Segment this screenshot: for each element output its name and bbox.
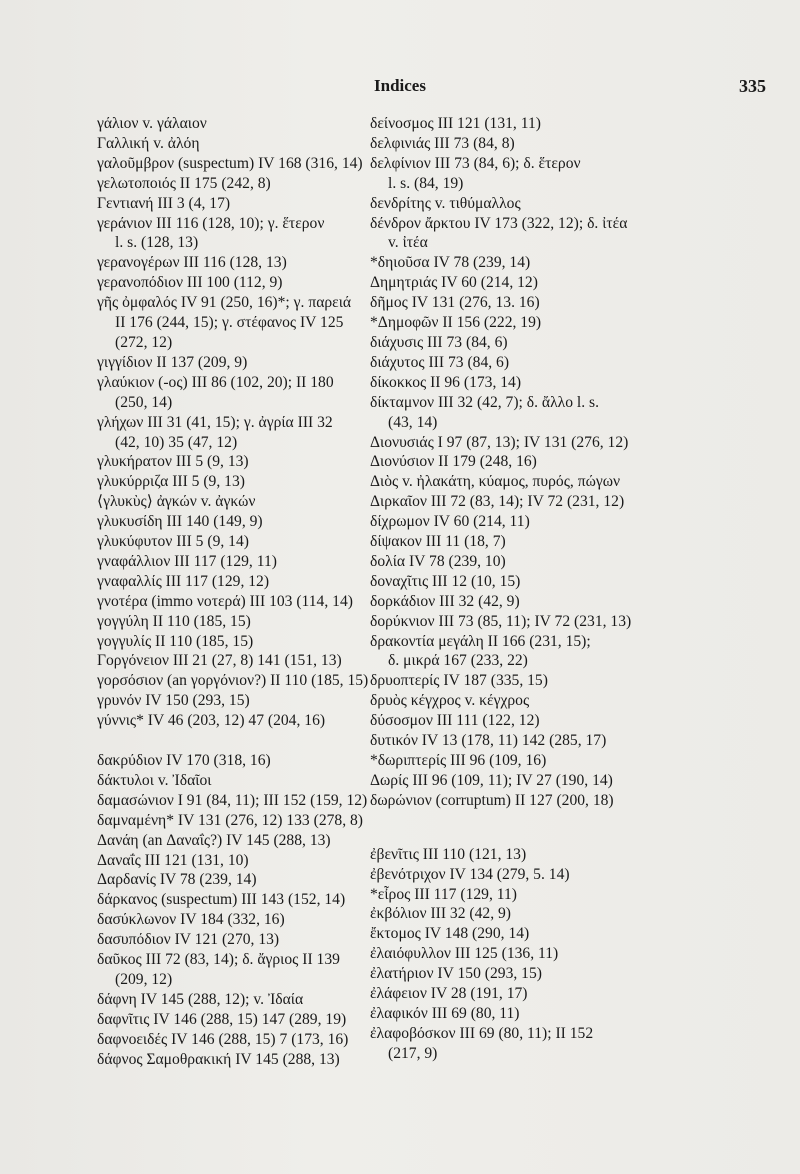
index-entry: Διονυσιάς I 97 (87, 13); IV 131 (276, 12) [370, 433, 629, 451]
index-entry: Γοργόνειον III 21 (27, 8) 141 (151, 13) [97, 652, 342, 670]
index-entry: ἐλαιόφυλλον III 125 (136, 11) [370, 945, 559, 963]
index-entry-continuation: v. ἰτέα [388, 234, 428, 252]
index-entry: δασύκλωνον IV 184 (332, 16) [97, 911, 285, 929]
index-entry: *δωριπτερίς III 96 (109, 16) [370, 752, 547, 769]
index-entry: γναφάλλιον III 117 (129, 11) [97, 552, 277, 570]
index-entry: γύννις* IV 46 (203, 12) 47 (204, 16) [97, 712, 326, 730]
index-entry: ἔκτομος IV 148 (290, 14) [370, 925, 530, 943]
index-entry: δένδρον ἄρκτου IV 173 (322, 12); δ. ἰτέα [370, 214, 628, 232]
index-entry: διάχυτος III 73 (84, 6) [370, 353, 510, 371]
index-entry-continuation: (43, 14) [388, 413, 438, 431]
index-entry: δείνοσμος III 121 (131, 11) [370, 115, 541, 132]
index-entry: ἐβενότριχον IV 134 (279, 5. 14) [370, 865, 570, 883]
index-entry-continuation: l. s. (128, 13) [115, 234, 199, 252]
index-entry-continuation: l. s. (84, 19) [388, 174, 464, 192]
index-entry: γρυνόν IV 150 (293, 15) [97, 692, 250, 710]
index-entry: δαῦκος III 72 (83, 14); δ. ἄγριος II 139 [97, 951, 340, 969]
index-entry: δελφινιάς III 73 (84, 8) [370, 134, 515, 152]
index-entry-continuation: II 176 (244, 15); γ. στέφανος IV 125 [115, 314, 344, 332]
index-entry: ἐβενῖτις III 110 (121, 13) [370, 845, 527, 863]
index-entry: γλυκήρατον III 5 (9, 13) [97, 453, 249, 471]
index-entry: γνοτέρα (immo νοτερά) III 103 (114, 14) [97, 592, 353, 610]
index-entry: ἐλαφοβόσκον III 69 (80, 11); II 152 [370, 1024, 594, 1042]
index-entry: ἐκβόλιον III 32 (42, 9) [370, 905, 511, 923]
index-entry: γναφαλλίς III 117 (129, 12) [97, 572, 270, 590]
index-entry: Γεντιανή III 3 (4, 17) [97, 194, 231, 212]
index-entry: *δηιοῦσα IV 78 (239, 14) [370, 254, 531, 272]
index-entry: γογγυλίς II 110 (185, 15) [97, 632, 254, 650]
index-entry: γῆς ὀμφαλός IV 91 (250, 16)*; γ. παρειά [97, 294, 352, 312]
index-column-right [370, 114, 770, 1064]
section-gap [370, 811, 770, 845]
page-header [0, 74, 800, 98]
index-entry: Δαναΐς III 121 (131, 10) [97, 851, 249, 869]
index-entry: γλυκύφυτον III 5 (9, 14) [97, 533, 249, 551]
index-entry: Δημητριάς IV 60 (214, 12) [370, 274, 538, 292]
index-entry: δρυοπτερίς IV 187 (335, 15) [370, 672, 548, 690]
index-entry-continuation: (217, 9) [388, 1044, 438, 1062]
index-entry: ἐλατήριον IV 150 (293, 15) [370, 965, 542, 983]
index-entry-continuation: (272, 12) [115, 333, 173, 351]
index-entry: δορκάδιον III 32 (42, 9) [370, 592, 520, 610]
index-entry: διάχυσις III 73 (84, 6) [370, 333, 508, 351]
index-entry: γελωτοποιός II 175 (242, 8) [97, 174, 271, 192]
index-entry: *εἶρος III 117 (129, 11) [370, 885, 517, 903]
index-entry: δάφνος Σαμοθρακική IV 145 (288, 13) [97, 1050, 340, 1068]
index-entry: γλυκύρριζα III 5 (9, 13) [97, 473, 245, 491]
index-entry: Διρκαῖον III 72 (83, 14); IV 72 (231, 12) [370, 493, 625, 511]
index-entry: δάκτυλοι v. Ἰδαῖοι [97, 771, 212, 789]
index-entry: γαλοῦμβρον (suspectum) IV 168 (316, 14) [97, 154, 363, 172]
index-entry: δολία IV 78 (239, 10) [370, 552, 506, 570]
page-number: 335 [739, 76, 766, 96]
index-entry: γλυκυσίδη III 140 (149, 9) [97, 513, 263, 531]
index-entry: Διονύσιον II 179 (248, 16) [370, 453, 537, 471]
index-entry: γογγύλη II 110 (185, 15) [97, 612, 251, 630]
index-entry: δίκοκκος II 96 (173, 14) [370, 373, 522, 391]
index-entry: δύσοσμον III 111 (122, 12) [370, 712, 540, 730]
index-entry: ἐλαφικόν III 69 (80, 11) [370, 1004, 520, 1022]
index-entry: δῆμος IV 131 (276, 13. 16) [370, 294, 540, 312]
index-entry: γεράνιον III 116 (128, 10); γ. ἕτερον [97, 214, 325, 232]
index-entry: δακρύδιον IV 170 (318, 16) [97, 751, 271, 769]
index-entry: γιγγίδιον II 137 (209, 9) [97, 353, 248, 371]
index-entry: δρυὸς κέγχρος v. κέγχρος [370, 692, 530, 710]
index-entry: δοναχῖτις III 12 (10, 15) [370, 572, 521, 590]
index-entry: δάφνη IV 145 (288, 12); v. Ἰδαία [97, 990, 304, 1008]
running-title: Indices [374, 76, 426, 95]
index-entry: δυτικόν IV 13 (178, 11) 142 (285, 17) [370, 732, 607, 750]
index-entry: δωρώνιον (corruptum) II 127 (200, 18) [370, 791, 614, 809]
index-entry: γλήχων III 31 (41, 15); γ. ἀγρία III 32 [97, 413, 333, 431]
index-entry: δαφνῖτις IV 146 (288, 15) 147 (289, 19) [97, 1010, 347, 1028]
index-entry-continuation: (209, 12) [115, 970, 173, 988]
index-entry: δρακοντία μεγάλη II 166 (231, 15); [370, 632, 591, 650]
index-entry: Δανάη (an Δαναΐς?) IV 145 (288, 13) [97, 831, 331, 849]
index-entry: γλαύκιον (-ος) III 86 (102, 20); II 180 [97, 373, 334, 391]
index-entry: *Δημοφῶν II 156 (222, 19) [370, 314, 542, 332]
index-entry: δίχρωμον IV 60 (214, 11) [370, 513, 530, 531]
index-entry: Γαλλική v. ἀλόη [97, 134, 200, 152]
section-gap [97, 731, 361, 751]
index-entry: δίκταμνον III 32 (42, 7); δ. ἄλλο l. s. [370, 393, 599, 411]
index-entry: δορύκνιον III 73 (85, 11); IV 72 (231, 13) [370, 612, 632, 630]
index-column-left [97, 114, 369, 1069]
index-entry: δάρκανος (suspectum) III 143 (152, 14) [97, 891, 346, 909]
index-entry: δενδρίτης v. τιθύμαλλος [370, 194, 521, 212]
index-entry: Δωρίς III 96 (109, 11); IV 27 (190, 14) [370, 771, 613, 789]
index-entry-continuation: (250, 14) [115, 393, 173, 411]
index-entry: δίψακον III 11 (18, 7) [370, 533, 506, 551]
index-entry-continuation: (42, 10) 35 (47, 12) [115, 433, 238, 451]
index-entry: δαμασώνιον I 91 (84, 11); III 152 (159, 12) [97, 791, 368, 809]
index-entry: Δαρδανίς IV 78 (239, 14) [97, 871, 257, 889]
index-entry: δασυπόδιον IV 121 (270, 13) [97, 931, 280, 949]
index-entry: δελφίνιον III 73 (84, 6); δ. ἕτερον [370, 154, 581, 172]
index-entry-continuation: δ. μικρά 167 (233, 22) [388, 652, 528, 670]
index-entry: δαφνοειδές IV 146 (288, 15) 7 (173, 16) [97, 1030, 349, 1048]
index-entry: γορσόσιον (an γοργόνιον?) II 110 (185, 15) [97, 672, 369, 690]
index-entry: γάλιον v. γάλαιον [97, 115, 207, 132]
index-entry: Διὸς v. ἠλακάτη, κύαμος, πυρός, πώγων [370, 473, 621, 491]
index-entry: ἐλάφειον IV 28 (191, 17) [370, 985, 528, 1003]
index-entry: γερανοπόδιον III 100 (112, 9) [97, 274, 283, 292]
index-entry: ⟨γλυκὺς⟩ ἀγκών v. ἀγκών [97, 493, 256, 511]
index-entry: γερανογέρων III 116 (128, 13) [97, 254, 287, 272]
index-entry: δαμναμένη* IV 131 (276, 12) 133 (278, 8) [97, 811, 363, 829]
